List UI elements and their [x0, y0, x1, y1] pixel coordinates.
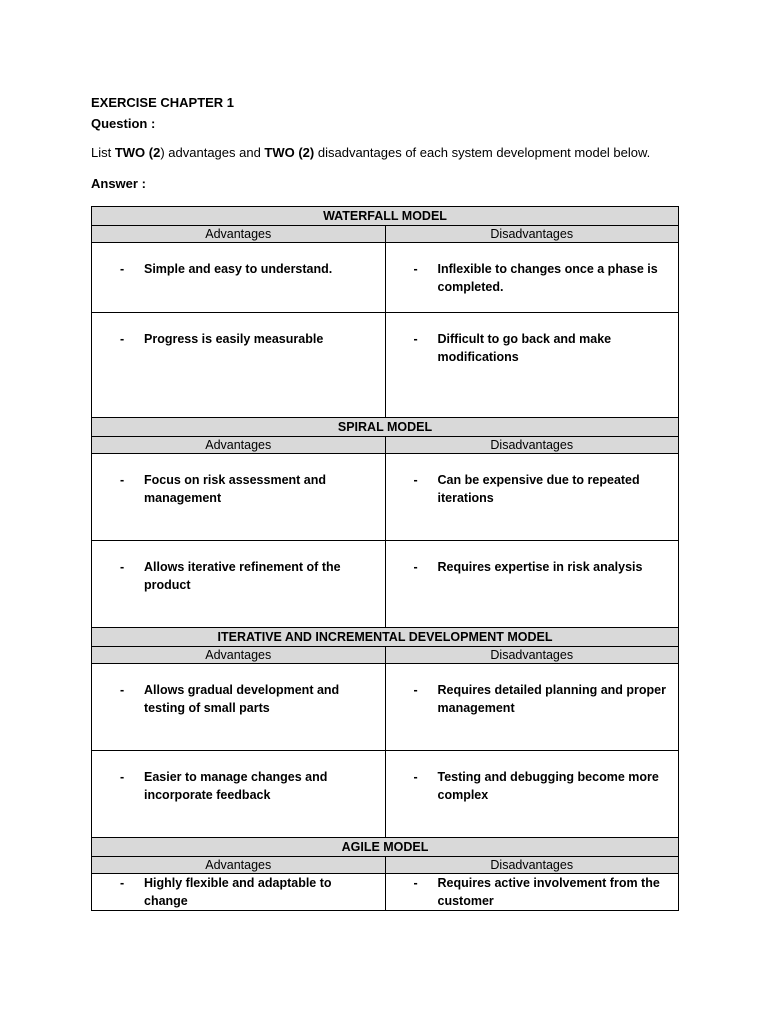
disadvantage-text: Requires detailed planning and proper management — [437, 683, 667, 715]
disadvantage-cell — [385, 313, 679, 418]
disadvantage-cell — [385, 751, 679, 838]
question-label: Question : — [91, 116, 156, 131]
bullet-dash: - — [120, 876, 125, 890]
disadvantage-text: Can be expensive due to repeated iterations — [437, 473, 640, 505]
list-item — [386, 681, 679, 717]
bullet-dash: - — [120, 560, 125, 574]
advantage-text: Easier to manage changes and incorporate feedback — [144, 770, 328, 802]
disadvantages-header: Disadvantages — [385, 647, 679, 664]
disadvantages-header: Disadvantages — [385, 226, 679, 243]
list-item — [386, 874, 679, 910]
column-header-row — [92, 437, 679, 454]
advantage-cell — [92, 751, 386, 838]
disadvantage-text: Requires active involvement from the customer — [437, 876, 660, 908]
bullet-dash: - — [120, 332, 125, 346]
table-row — [92, 313, 679, 418]
instruction-bold-1: TWO (2 — [114, 145, 161, 160]
disadvantage-text: Inflexible to changes once a phase is completed. — [437, 262, 658, 294]
question-instruction — [91, 144, 679, 162]
instruction-text-3: disadvantages of each system development model below. — [314, 145, 651, 160]
bullet-dash: - — [413, 332, 418, 346]
disadvantage-cell — [385, 454, 679, 541]
disadvantage-cell — [385, 541, 679, 628]
table-row — [92, 454, 679, 541]
bullet-dash: - — [120, 770, 125, 784]
model-title-row — [92, 838, 679, 857]
table-row — [92, 751, 679, 838]
advantages-header: Advantages — [92, 857, 386, 874]
advantage-text: Highly flexible and adaptable to change — [144, 876, 332, 908]
model-title-spiral: SPIRAL MODEL — [92, 418, 679, 437]
models-table — [91, 206, 679, 911]
advantage-cell — [92, 313, 386, 418]
advantage-text: Focus on risk assessment and management — [144, 473, 327, 505]
instruction-text-2: ) advantages and — [160, 145, 265, 160]
bullet-dash: - — [413, 560, 418, 574]
bullet-dash: - — [120, 262, 125, 276]
list-item — [92, 260, 385, 278]
list-item — [386, 558, 679, 576]
instruction-bold-2: TWO (2) — [264, 145, 315, 160]
disadvantage-text: Testing and debugging become more complex — [437, 770, 659, 802]
advantage-text: Allows iterative refinement of the product — [144, 560, 341, 592]
advantage-cell — [92, 664, 386, 751]
model-title-row — [92, 207, 679, 226]
advantage-cell — [92, 454, 386, 541]
advantages-header: Advantages — [92, 647, 386, 664]
model-title-iterative: ITERATIVE AND INCREMENTAL DEVELOPMENT MODEL — [92, 628, 679, 647]
list-item — [92, 874, 385, 910]
table-row — [92, 243, 679, 313]
table-row — [92, 541, 679, 628]
advantage-cell — [92, 243, 386, 313]
disadvantages-header: Disadvantages — [385, 437, 679, 454]
bullet-dash: - — [413, 770, 418, 784]
list-item — [386, 260, 679, 296]
disadvantage-cell — [385, 874, 679, 911]
bullet-dash: - — [413, 683, 418, 697]
list-item — [92, 681, 385, 717]
column-header-row — [92, 857, 679, 874]
column-header-row — [92, 226, 679, 243]
column-header-row — [92, 647, 679, 664]
instruction-text-1: List — [91, 145, 115, 160]
bullet-dash: - — [413, 262, 418, 276]
advantage-cell — [92, 874, 386, 911]
answer-label: Answer : — [91, 176, 146, 191]
document-header — [91, 94, 679, 193]
model-title-waterfall: WATERFALL MODEL — [92, 207, 679, 226]
list-item — [92, 558, 385, 594]
model-title-agile: AGILE MODEL — [92, 838, 679, 857]
bullet-dash: - — [120, 683, 125, 697]
advantage-cell — [92, 541, 386, 628]
advantage-text: Progress is easily measurable — [144, 332, 324, 346]
disadvantage-cell — [385, 243, 679, 313]
bullet-dash: - — [120, 473, 125, 487]
advantages-header: Advantages — [92, 226, 386, 243]
model-title-row — [92, 418, 679, 437]
advantage-text: Simple and easy to understand. — [144, 262, 333, 276]
table-row — [92, 664, 679, 751]
advantages-header: Advantages — [92, 437, 386, 454]
bullet-dash: - — [413, 876, 418, 890]
list-item — [386, 330, 679, 366]
list-item — [386, 471, 679, 507]
list-item — [386, 768, 679, 804]
disadvantage-text: Requires expertise in risk analysis — [437, 560, 643, 574]
disadvantages-header: Disadvantages — [385, 857, 679, 874]
list-item — [92, 471, 385, 507]
disadvantage-cell — [385, 664, 679, 751]
model-title-row — [92, 628, 679, 647]
disadvantage-text: Difficult to go back and make modifications — [437, 332, 612, 364]
list-item — [92, 330, 385, 348]
advantage-text: Allows gradual development and testing of small parts — [144, 683, 340, 715]
bullet-dash: - — [413, 473, 418, 487]
table-row — [92, 874, 679, 911]
exercise-title: EXERCISE CHAPTER 1 — [91, 95, 235, 110]
list-item — [92, 768, 385, 804]
